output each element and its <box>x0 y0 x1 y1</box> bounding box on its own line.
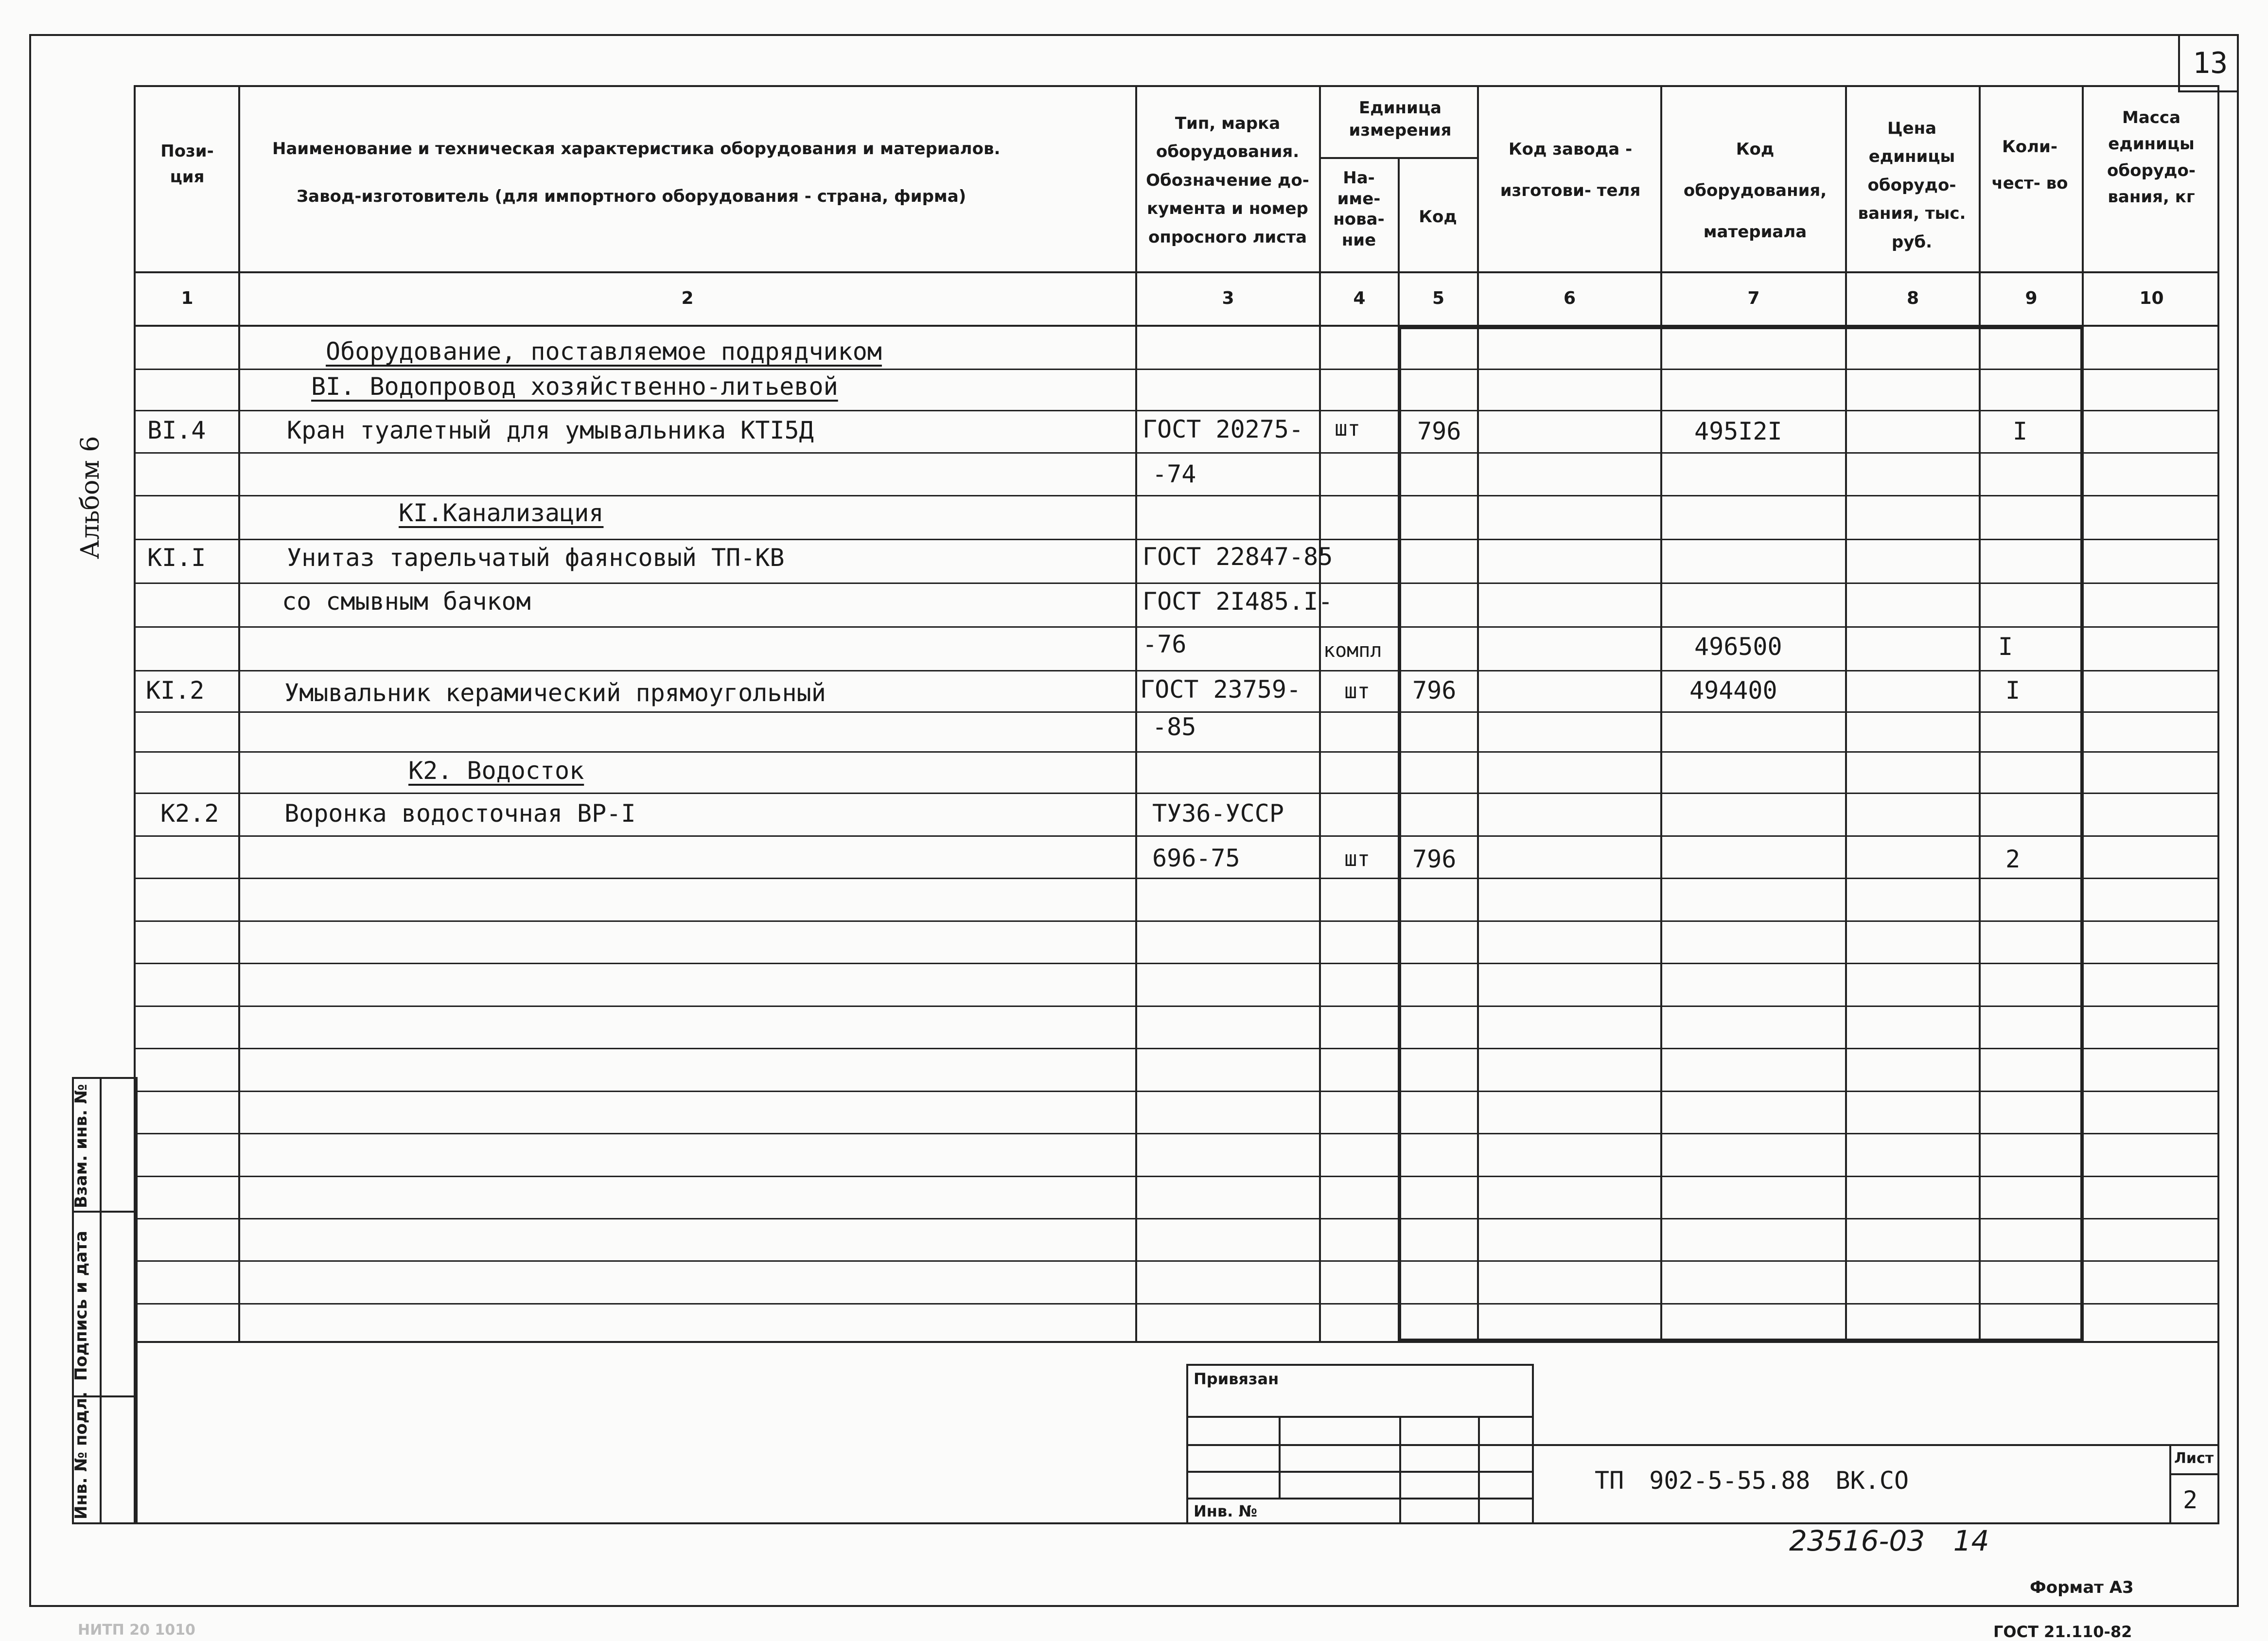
row-name: Воронка водосточная ВР-I <box>284 799 636 828</box>
row-name: Унитаз тарельчатый фаянсовый ТП-КВ <box>287 544 785 572</box>
row-separator <box>134 670 2219 671</box>
format-label: Формат А3 <box>2030 1578 2134 1597</box>
title-block-line <box>1186 1498 1534 1500</box>
header-unit-name: На- име- нова- ние <box>1333 168 1385 250</box>
header-material-code: Код оборудования, материала <box>1683 140 1827 242</box>
colnum-6: 6 <box>1563 288 1576 308</box>
section-title-water: BI. Водопровод хозяйственно-литьевой <box>311 372 838 401</box>
row-pos: К2.2 <box>160 799 219 828</box>
row-qty: I <box>2005 676 2021 705</box>
row-separator <box>134 369 2219 370</box>
row-separator <box>134 626 2219 628</box>
stamp-original-inv: Инв. № подл. <box>71 1391 91 1519</box>
header-unit-group: Единица измерения <box>1349 98 1452 140</box>
handwritten-number: 23516-03 14 <box>1789 1524 1989 1557</box>
thick-frame <box>1398 326 2084 1342</box>
sheet-value: 2 <box>2183 1486 2198 1514</box>
header-bottom-line <box>134 271 2219 273</box>
section-title-sewer: КI.Канализация <box>399 499 604 527</box>
row-name: Кран туалетный для умывальника КТI5Д <box>287 416 814 444</box>
row-name: Умывальник керамический прямоугольный <box>284 679 826 707</box>
header-type: Тип, марка оборудования. Обозначение до- кумента и номер опросного листа <box>1146 114 1309 247</box>
row-separator <box>134 1006 2219 1007</box>
row-separator <box>134 495 2219 496</box>
header-factory-code: Код завода - изготови- теля <box>1500 140 1641 200</box>
col-line <box>1135 85 1137 1342</box>
row-unit: шт <box>1344 847 1370 871</box>
section-title-drain: К2. Водосток <box>408 757 584 785</box>
title-block-divider <box>1478 1416 1480 1524</box>
row-separator <box>134 1091 2219 1092</box>
row-type: ТУ36-УССР <box>1152 799 1284 828</box>
colnum-bottom-line <box>134 325 2219 327</box>
header-name-line2: Завод-изготовитель (для импортного оборудования - страна, фирма) <box>297 187 967 206</box>
header-name-line1: Наименование и техническая характеристика оборудования и материалов. <box>272 139 1001 159</box>
row-qty: I <box>2013 417 2028 445</box>
section-title-contractor: Оборудование, поставляемое подрядчиком <box>326 337 882 366</box>
row-pos: КI.I <box>147 544 206 572</box>
title-block-line <box>1186 1471 1534 1473</box>
row-type: -74 <box>1152 460 1196 488</box>
sheet-number: 13 <box>2193 46 2228 80</box>
header-mass: Масса единицы оборудо- вания, кг <box>2107 108 2196 207</box>
unit-group-line <box>1319 157 1479 159</box>
row-type: ГОСТ 20275- <box>1143 415 1304 443</box>
row-qty: I <box>1998 633 2013 661</box>
row-code: 796 <box>1412 676 1457 705</box>
privyazan-label: Привязан <box>1194 1370 1279 1388</box>
row-separator <box>134 920 2219 922</box>
row-type: 696-75 <box>1152 844 1240 872</box>
title-block-divider <box>1399 1416 1401 1524</box>
colnum-4: 4 <box>1353 288 1366 308</box>
row-unit: компл <box>1323 639 1382 662</box>
row-separator <box>134 963 2219 964</box>
row-unit: шт <box>1344 679 1370 704</box>
colnum-10: 10 <box>2139 288 2164 308</box>
row-separator <box>134 582 2219 584</box>
header-price: Цена единицы оборудо- вания, тыс. руб. <box>1858 119 1966 252</box>
footer-left: НИТП 20 1010 <box>78 1622 195 1639</box>
header-position: Пози- ция <box>160 141 214 187</box>
col-line <box>238 85 240 1342</box>
stamp-signature-date: Подпись и дата <box>71 1231 91 1381</box>
table-body-bottom <box>134 1341 2219 1343</box>
header-unit-code: Код <box>1419 207 1457 227</box>
colnum-2: 2 <box>681 288 694 308</box>
row-separator <box>134 1260 2219 1262</box>
row-material-code: 496500 <box>1694 633 1782 661</box>
row-qty: 2 <box>2005 845 2021 873</box>
colnum-9: 9 <box>2025 288 2038 308</box>
row-name: со смывным бачком <box>282 587 531 616</box>
sheet-label: Лист <box>2174 1450 2214 1467</box>
header-quantity: Коли- чест- во <box>1991 137 2068 193</box>
row-separator <box>134 1303 2219 1305</box>
row-separator <box>134 539 2219 540</box>
colnum-8: 8 <box>1906 288 1919 308</box>
row-separator <box>134 878 2219 879</box>
row-separator <box>134 1048 2219 1049</box>
side-stamp-divider <box>100 1077 102 1524</box>
colnum-7: 7 <box>1747 288 1760 308</box>
sheet-cell-line <box>2169 1473 2219 1475</box>
row-type: ГОСТ 23759- <box>1140 675 1301 704</box>
row-type: -76 <box>1143 630 1187 658</box>
footer-right: ГОСТ 21.110-82 <box>1993 1623 2132 1641</box>
row-pos: BI.4 <box>147 416 206 444</box>
title-block-divider <box>1279 1416 1281 1498</box>
colnum-1: 1 <box>181 288 193 308</box>
row-separator <box>134 452 2219 454</box>
document-code: ТП 902-5-55.88 ВК.СО <box>1595 1466 1909 1495</box>
title-block-top <box>1534 1444 2219 1446</box>
row-separator <box>134 1218 2219 1219</box>
row-type: ГОСТ 2I485.I- <box>1143 587 1333 616</box>
col-line <box>1319 85 1321 1342</box>
row-material-code: 494400 <box>1689 676 1777 705</box>
inv-no-label: Инв. № <box>1194 1502 1257 1520</box>
sheet-cell-divider <box>2169 1444 2171 1524</box>
row-pos: КI.2 <box>146 676 205 705</box>
title-block-line <box>1186 1444 1534 1446</box>
row-separator <box>134 793 2219 794</box>
row-code: 796 <box>1412 845 1457 873</box>
colnum-5: 5 <box>1432 288 1445 308</box>
row-separator <box>134 751 2219 753</box>
row-material-code: 495I2I <box>1694 417 1782 445</box>
row-separator <box>134 410 2219 411</box>
row-unit: шт <box>1335 416 1360 441</box>
album-label: Альбом 6 <box>76 436 105 559</box>
row-code: 796 <box>1417 417 1461 445</box>
stamp-replace-inv: Взам. инв. № <box>71 1084 91 1208</box>
row-separator <box>134 835 2219 837</box>
row-separator <box>134 1133 2219 1134</box>
row-type: ГОСТ 22847-85 <box>1143 543 1333 571</box>
row-separator <box>134 1176 2219 1177</box>
colnum-3: 3 <box>1222 288 1234 308</box>
side-stamp-line <box>72 1211 138 1213</box>
row-type: -85 <box>1152 713 1196 741</box>
title-block-line <box>1186 1416 1534 1418</box>
